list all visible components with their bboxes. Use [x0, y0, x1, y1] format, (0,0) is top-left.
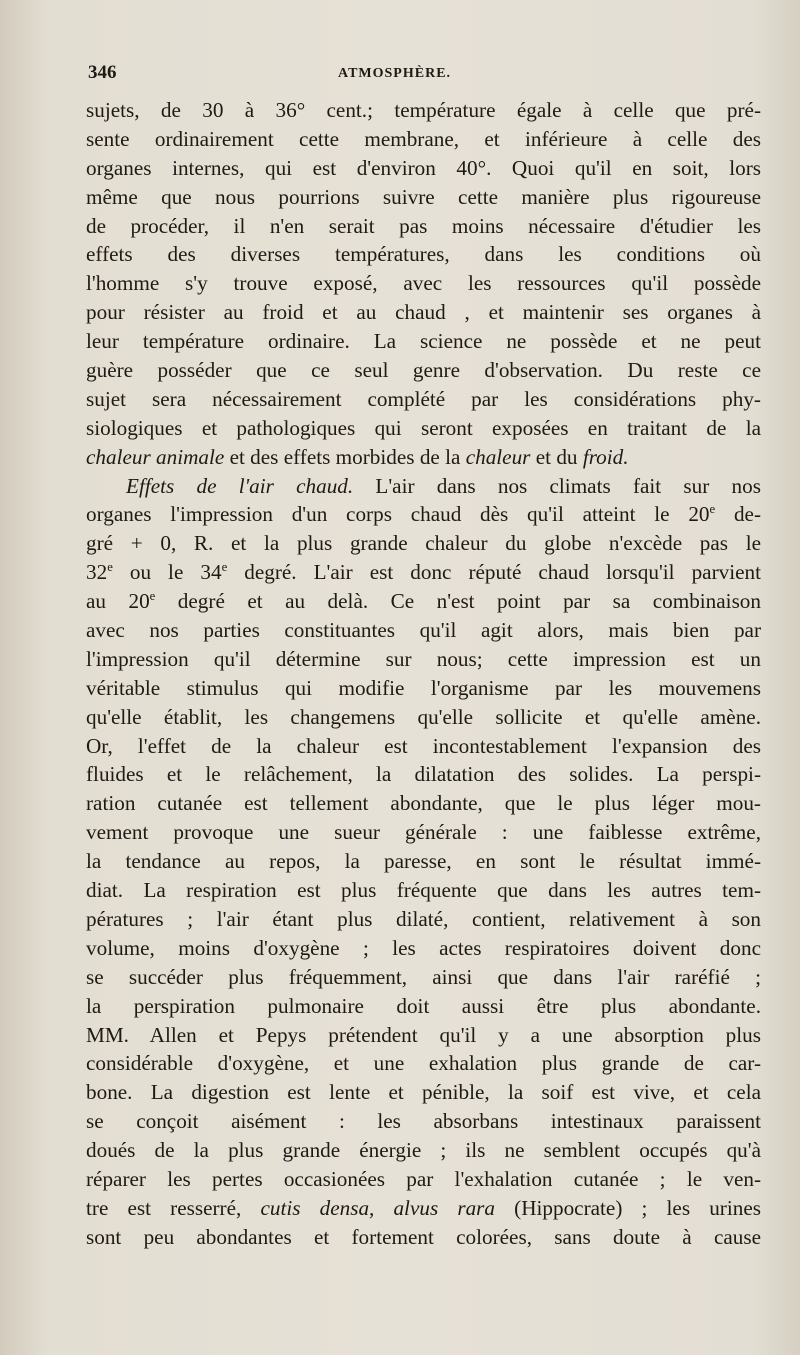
text-run: siologiques et pathologiques qui seront exposées en traitant de la [86, 415, 761, 440]
text-run: chaleur animale [86, 444, 225, 469]
text-run: même que nous pourrions suivre cette manière plus rigoureuse [86, 184, 761, 209]
text-line [86, 269, 761, 298]
text-line [86, 472, 761, 501]
text-line [86, 327, 761, 356]
text-line [86, 963, 761, 992]
text-run: ration cutanée est tellement abondante, que le plus léger mou- [86, 791, 761, 816]
superscript: e [107, 560, 113, 575]
text-line [86, 1021, 761, 1050]
text-line [86, 1049, 761, 1078]
text-line [86, 1223, 761, 1252]
text-line [86, 905, 761, 934]
body-text [86, 96, 761, 1252]
text-run: effets des diverses températures, dans les conditions où [86, 242, 761, 267]
text-run: et du [530, 444, 583, 469]
text-line [86, 1136, 761, 1165]
superscript: e [709, 502, 716, 517]
text-run: se succéder plus fréquemment, ainsi que dans l'air raréfié ; [86, 964, 761, 989]
text-run: au 20 [86, 589, 150, 614]
text-run: cutis densa, alvus rara [260, 1195, 496, 1220]
text-run: sente ordinairement cette membrane, et inférieure à celle des [86, 126, 761, 151]
superscript: e [149, 589, 156, 604]
text-run: sujets, de 30 à 36° cent.; température égale à celle que pré- [86, 98, 761, 122]
text-line [86, 500, 761, 529]
text-run: guère posséder que ce seul genre d'observation. Du reste ce [86, 358, 761, 383]
text-run: et des effets morbides de la [224, 444, 466, 469]
page-header [88, 62, 760, 92]
text-line [86, 385, 761, 414]
text-run: bone. La digestion est lente et pénible, la soif est vive, et cela [86, 1080, 761, 1105]
section-heading: Effets de l'air chaud. [126, 473, 354, 498]
text-line [86, 674, 761, 703]
text-line [86, 240, 761, 269]
text-run: degré et au delà. Ce n'est point par sa combinaison [155, 589, 761, 614]
text-line [86, 212, 761, 241]
text-line [86, 443, 761, 472]
text-run: ou le 34 [112, 560, 222, 585]
text-line [86, 789, 761, 818]
text-run: organes l'impression d'un corps chaud dès qu'il atteint le 20 [86, 502, 710, 527]
text-line [86, 876, 761, 905]
text-run: organes internes, qui est d'environ 40°. Quoi qu'il en soit, lors [86, 155, 761, 180]
text-run: volume, moins d'oxygène ; les actes respiratoires doivent donc [86, 935, 761, 960]
text-run: froid. [582, 444, 629, 469]
text-run: fluides et le relâchement, la dilatation des solides. La perspi- [86, 762, 761, 787]
text-run: diat. La respiration est plus fréquente que dans les autres tem- [86, 878, 761, 903]
text-run: sont peu abondantes et fortement colorées, sans doute à cause [86, 1224, 761, 1249]
text-line [86, 298, 761, 327]
text-run: tre est resserré, [86, 1195, 261, 1220]
text-line [86, 414, 761, 443]
text-line [86, 732, 761, 761]
text-line [86, 992, 761, 1021]
text-line [86, 183, 761, 212]
text-run: de- [715, 502, 761, 527]
text-line [86, 760, 761, 789]
text-run: 32 [86, 560, 108, 585]
text-run: MM. Allen et Pepys prétendent qu'il y a une absorption plus [86, 1022, 761, 1047]
text-run: de procéder, il n'en serait pas moins nécessaire d'étudier les [86, 213, 761, 238]
text-line [86, 818, 761, 847]
text-run: l'homme s'y trouve exposé, avec les ressources qu'il possède [86, 271, 761, 296]
text-run: chaleur [465, 444, 531, 469]
text-run: avec nos parties constituantes qu'il agit alors, mais bien par [86, 618, 761, 643]
text-run: la perspiration pulmonaire doit aussi être plus abondante. [86, 993, 761, 1018]
text-run: réparer les pertes occasionées par l'exhalation cutanée ; le ven- [86, 1166, 761, 1191]
text-line [86, 125, 761, 154]
text-run: la tendance au repos, la paresse, en sont le résultat immé- [86, 849, 761, 874]
text-line [86, 356, 761, 385]
text-run: véritable stimulus qui modifie l'organisme par les mouvemens [86, 675, 761, 700]
text-run: leur température ordinaire. La science ne possède et ne peut [86, 329, 761, 354]
text-run: degré. L'air est donc réputé chaud lorsqu'il parvient [227, 560, 762, 585]
text-run: qu'elle établit, les changemens qu'elle sollicite et qu'elle amène. [86, 704, 761, 729]
text-run: se conçoit aisément : les absorbans intestinaux paraissent [86, 1109, 761, 1134]
text-run: Or, l'effet de la chaleur est incontestablement l'expansion des [86, 733, 761, 758]
text-line [86, 587, 761, 616]
text-run: vement provoque une sueur générale : une faiblesse extrême, [86, 820, 761, 845]
text-run: L'air dans nos climats fait sur nos [353, 473, 761, 498]
text-run: sujet sera nécessairement complété par les considérations phy- [86, 386, 761, 411]
superscript: e [221, 560, 228, 575]
text-line [86, 1078, 761, 1107]
text-line [86, 616, 761, 645]
text-line [86, 1194, 761, 1223]
text-run: (Hippocrate) ; les urines [495, 1195, 761, 1220]
text-line [86, 1165, 761, 1194]
text-line [86, 934, 761, 963]
text-line [86, 154, 761, 183]
text-line [86, 645, 761, 674]
running-title: ATMOSPHÈRE. [338, 66, 452, 81]
text-line [86, 1107, 761, 1136]
text-line [86, 703, 761, 732]
text-run: pour résister au froid et au chaud , et maintenir ses organes à [86, 300, 761, 325]
text-line [86, 529, 761, 558]
text-line [86, 847, 761, 876]
page-number: 346 [88, 62, 117, 83]
text-run: doués de la plus grande énergie ; ils ne semblent occupés qu'à [86, 1138, 761, 1163]
text-run: pératures ; l'air étant plus dilaté, contient, relativement à son [86, 906, 761, 931]
text-run: l'impression qu'il détermine sur nous; cette impression est un [86, 646, 761, 671]
text-run: considérable d'oxygène, et une exhalation plus grande de car- [86, 1051, 761, 1076]
text-run: gré + 0, R. et la plus grande chaleur du globe n'excède pas le [86, 531, 761, 556]
text-line [86, 96, 761, 125]
text-line [86, 558, 761, 587]
